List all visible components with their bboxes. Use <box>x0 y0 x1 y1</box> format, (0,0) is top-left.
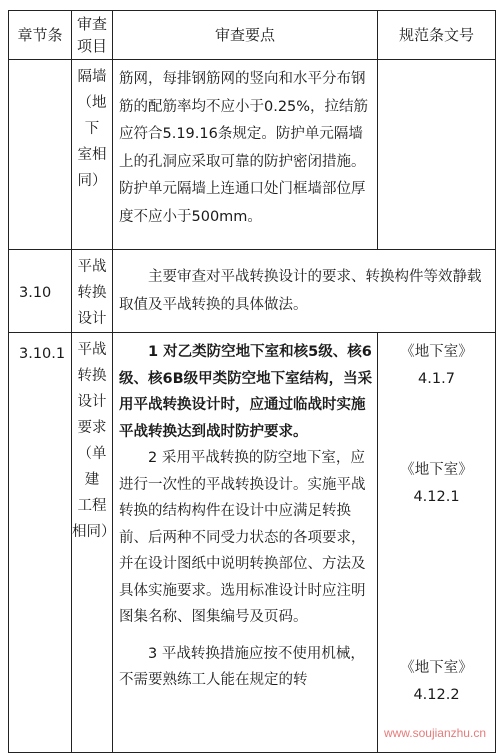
header-item <box>72 11 113 60</box>
ref2-title: 《地下室》 <box>400 462 473 478</box>
header-points: 审查要点 <box>113 11 378 60</box>
row3-para1: 1 对乙类防空地下室和核5级、核6级、核6B级甲类防空地下室结构，当采用平战转换设计时，应通过临战时实施平战转换达到战时防护要求。 <box>119 344 373 440</box>
ref3-title: 《地下室》 <box>400 660 473 676</box>
row2-item-text: 平战 转换 设计 <box>77 259 107 327</box>
row3-item <box>72 333 116 753</box>
review-table <box>8 10 496 753</box>
header-section: 章节条 <box>9 11 72 60</box>
row3-points <box>113 333 378 753</box>
ref1-num: 4.1.7 <box>418 371 455 387</box>
row3-ref <box>378 333 496 753</box>
header-ref: 规范条文号 <box>378 11 496 60</box>
row3-para3: 3 平战转换措施应按不使用机械，不需要熟练工人能在规定的转 <box>119 645 365 688</box>
row2-text: 主要审查对平战转换设计的要求、转换构件等效静载取值及平战转换的具体做法。 <box>119 269 482 313</box>
row2-item <box>72 250 113 333</box>
ref2-num: 4.12.1 <box>413 489 460 505</box>
row2-section <box>9 250 72 333</box>
ref3-num: 4.12.2 <box>413 687 460 703</box>
row1-section <box>9 60 72 250</box>
row3-item-text: 平战 转换 设计 要求 （单建 工程 相同） <box>72 342 116 540</box>
row1-item <box>72 60 113 250</box>
table-row <box>9 60 496 250</box>
header-item-text: 审查 项目 <box>76 15 107 55</box>
row1-text: 筋网，每排钢筋网的竖向和水平分布钢筋的配筋率均不应小于0.25%，拉结筋应符合5.19.16条规定。防护单元隔墙上的孔洞应采取可靠的防护密闭措施。防护单元隔墙上连通口处门框墙部位厚度不应小于500mm。 <box>119 71 369 225</box>
row1-points <box>113 60 378 250</box>
row1-ref <box>378 60 496 250</box>
row3-section <box>9 333 72 753</box>
table-row <box>9 333 496 753</box>
watermark: www.soujianzhu.cn <box>383 726 486 740</box>
row2-section-text: 3.10 <box>19 285 52 301</box>
table-row <box>9 250 496 333</box>
row3-para2: 2 采用平战转换的防空地下室，应进行一次性的平战转换设计。实施平战转换的结构构件在设计中应满足转换前、后两种不同受力状态的各项要求，并在设计图纸中说明转换部位、方法及具体实施要求。选用标准设计时应注明图集名称、图集编号及页码。 <box>119 450 366 625</box>
row1-item-text: 隔墙 （地下 室相 同） <box>77 69 107 189</box>
row3-section-text: 3.10.1 <box>19 346 66 362</box>
ref1-title: 《地下室》 <box>400 344 473 360</box>
row2-points <box>113 250 496 333</box>
table-header-row <box>9 11 496 60</box>
